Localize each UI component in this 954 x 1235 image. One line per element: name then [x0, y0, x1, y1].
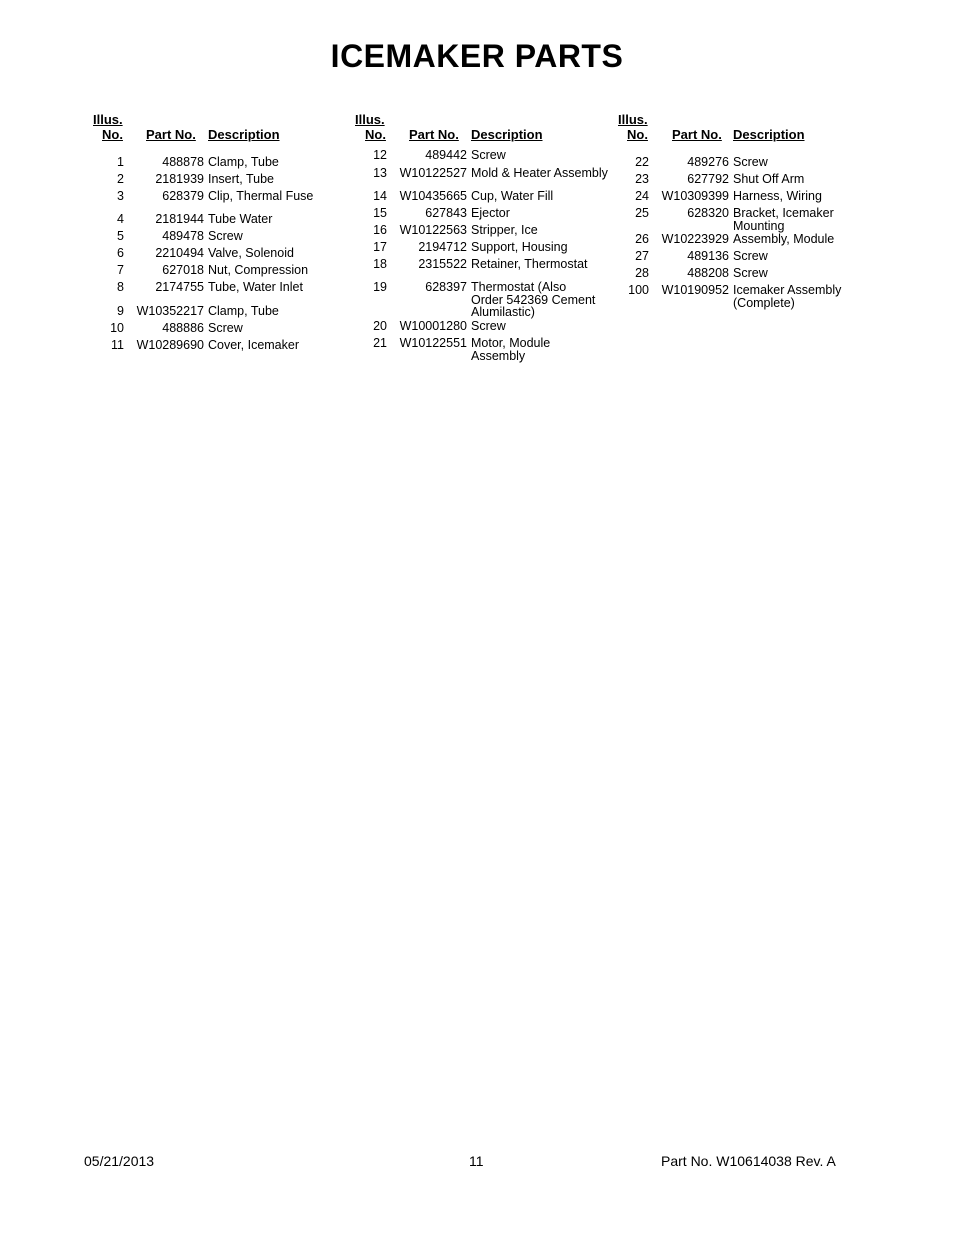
part-description: Ejector	[471, 206, 510, 220]
illus-number: 26	[635, 232, 649, 246]
part-description: Bracket, Icemaker Mounting	[733, 206, 834, 233]
illus-number: 1	[117, 155, 124, 169]
part-number: 2315522	[418, 257, 467, 271]
part-description: Thermostat (Also Order 542369 Cement Alumilastic)	[471, 280, 596, 319]
part-description: Harness, Wiring	[733, 189, 822, 203]
part-number: 489136	[687, 249, 729, 263]
illus-number: 23	[635, 172, 649, 186]
part-description: Insert, Tube	[208, 172, 275, 186]
page-title: ICEMAKER PARTS	[330, 38, 624, 74]
illus-number: 7	[117, 263, 124, 277]
part-number: W10122563	[399, 223, 467, 237]
part-description: Tube, Water Inlet	[208, 280, 303, 294]
part-number: W10309399	[661, 189, 729, 203]
part-description: Clamp, Tube	[208, 155, 279, 169]
illus-number: 9	[117, 304, 124, 318]
illus-number: 17	[373, 240, 387, 254]
part-number: W10122527	[399, 166, 467, 180]
part-description: Clip, Thermal Fuse	[208, 189, 314, 203]
part-number: 627843	[425, 206, 467, 220]
part-number: 627018	[162, 263, 204, 277]
illus-number: 22	[635, 155, 649, 169]
illus-number: 5	[117, 229, 124, 243]
part-description: Screw	[471, 148, 506, 162]
header-part-no: Part No.	[409, 127, 459, 142]
part-number: W10001280	[399, 319, 467, 333]
illus-number: 20	[373, 319, 387, 333]
part-number: W10289690	[136, 338, 204, 352]
part-description: Assembly, Module	[733, 232, 835, 246]
illus-number: 8	[117, 280, 124, 294]
illus-number: 3	[117, 189, 124, 203]
part-description: Cover, Icemaker	[208, 338, 300, 352]
part-number: W10435665	[399, 189, 467, 203]
column-header	[84, 110, 344, 146]
illus-number: 4	[117, 212, 124, 226]
header-description: Description	[471, 127, 543, 142]
part-number: W10352217	[136, 304, 204, 318]
column-header	[609, 110, 869, 146]
illus-number: 21	[373, 336, 387, 350]
part-description: Icemaker Assembly (Complete)	[733, 283, 842, 310]
part-number: 2194712	[418, 240, 467, 254]
illus-number: 100	[628, 283, 649, 297]
illus-number: 27	[635, 249, 649, 263]
part-number: W10223929	[661, 232, 729, 246]
illus-number: 18	[373, 257, 387, 271]
part-description: Screw	[208, 321, 243, 335]
part-number: 2181939	[155, 172, 204, 186]
header-part-no: Part No.	[672, 127, 722, 142]
illus-number: 25	[635, 206, 649, 220]
part-number: 2210494	[155, 246, 204, 260]
part-description: Screw	[471, 319, 506, 333]
illus-number: 15	[373, 206, 387, 220]
illus-number: 28	[635, 266, 649, 280]
part-number: 628379	[162, 189, 204, 203]
part-number: 489276	[687, 155, 729, 169]
part-number: 489442	[425, 148, 467, 162]
part-number: 488886	[162, 321, 204, 335]
header-description: Description	[733, 127, 805, 142]
illus-number: 24	[635, 189, 649, 203]
part-number: 488878	[162, 155, 204, 169]
illus-number: 16	[373, 223, 387, 237]
part-description: Screw	[733, 249, 768, 263]
part-number: W10190952	[661, 283, 729, 297]
part-description: Nut, Compression	[208, 263, 309, 277]
illus-number: 11	[111, 338, 124, 352]
header-illus: Illus.	[93, 112, 123, 127]
header-illus-no: No.	[102, 127, 123, 142]
column-header	[347, 110, 607, 146]
illus-number: 6	[117, 246, 124, 260]
illus-number: 2	[117, 172, 124, 186]
part-number: 628397	[425, 280, 467, 294]
header-description: Description	[208, 127, 280, 142]
header-illus: Illus.	[355, 112, 385, 127]
illus-number: 14	[373, 189, 387, 203]
part-number: 2181944	[155, 212, 204, 226]
part-number: 488208	[687, 266, 729, 280]
part-number: 628320	[687, 206, 729, 220]
part-description: Cup, Water Fill	[471, 189, 554, 203]
part-number: 2174755	[155, 280, 204, 294]
part-description: Motor, Module Assembly	[471, 336, 551, 363]
part-number: 489478	[162, 229, 204, 243]
part-number: W10122551	[399, 336, 467, 350]
part-description: Retainer, Thermostat	[471, 257, 588, 271]
part-description: Support, Housing	[471, 240, 568, 254]
part-description: Clamp, Tube	[208, 304, 279, 318]
footer-page-number: 11	[469, 1153, 484, 1169]
part-description: Screw	[733, 155, 768, 169]
part-description: Stripper, Ice	[471, 223, 538, 237]
part-description: Screw	[733, 266, 768, 280]
header-part-no: Part No.	[146, 127, 196, 142]
header-illus-no: No.	[627, 127, 648, 142]
part-description: Mold & Heater Assembly	[471, 166, 608, 180]
illus-number: 10	[110, 321, 124, 335]
illus-number: 12	[373, 148, 387, 162]
illus-number: 19	[373, 280, 387, 294]
header-illus: Illus.	[618, 112, 648, 127]
part-description: Valve, Solenoid	[208, 246, 294, 260]
part-description: Screw	[208, 229, 243, 243]
part-description: Shut Off Arm	[733, 172, 805, 186]
footer-date: 05/21/2013	[84, 1153, 155, 1169]
footer-part-number: Part No. W10614038 Rev. A	[661, 1153, 836, 1169]
header-illus-no: No.	[365, 127, 386, 142]
part-description: Tube Water	[208, 212, 273, 226]
illus-number: 13	[373, 166, 387, 180]
part-number: 627792	[687, 172, 729, 186]
